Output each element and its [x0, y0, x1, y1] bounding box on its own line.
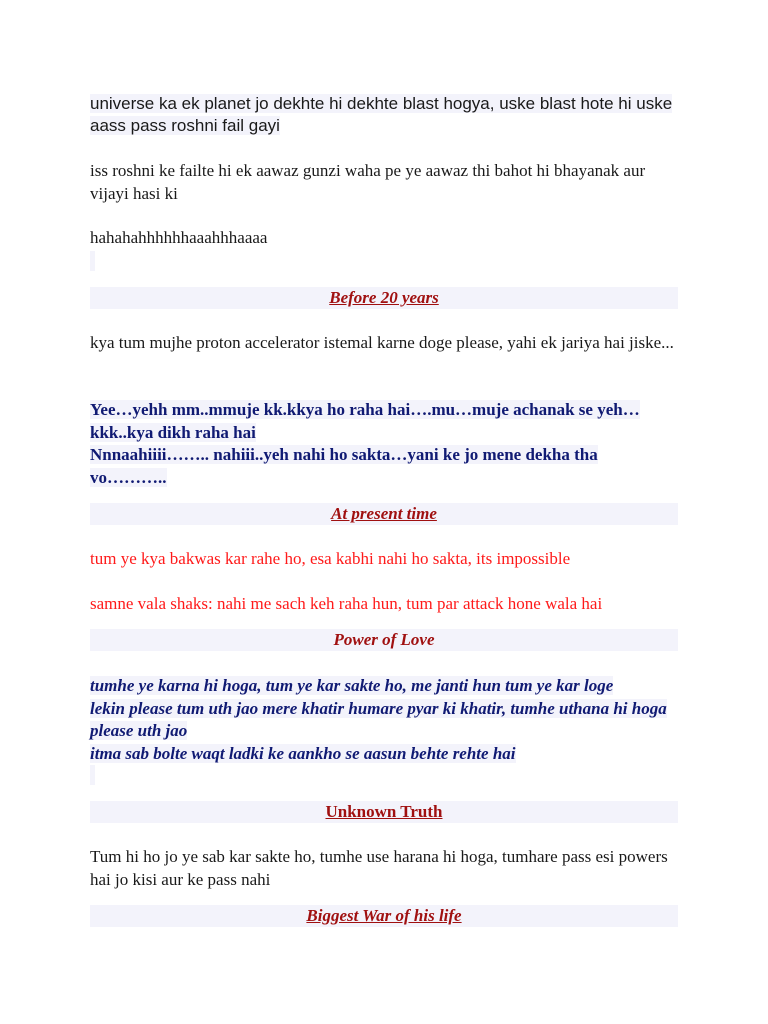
paragraph-love-plea: tumhe ye karna hi hoga, tum ye kar sakte ho, me janti hun tum ye kar loge lekin please tum uth jao mere khatir humare pyar ki khatir, tumhe uthana hi hoga please uth jao itma sab bolte waqt ladki ke aankho se aasun behte rehte hai: [90, 676, 667, 763]
paragraph-powers: Tum hi ho jo ye sab kar sakte ho, tumhe use harana hi hoga, tumhare pass esi powers hai jo kisi aur ke pass nahi: [90, 847, 668, 889]
heading-before-20-years: Before 20 years: [90, 287, 678, 309]
heading-biggest-war: Biggest War of his life: [90, 905, 678, 927]
paragraph-impossible: tum ye kya bakwas kar rahe ho, esa kabhi nahi ho sakta, its impossible: [90, 549, 571, 568]
paragraph-laugh: hahahahhhhhhaaahhhaaaa: [90, 228, 268, 247]
heading-unknown-truth: Unknown Truth: [90, 801, 678, 823]
heading-at-present-time: At present time: [90, 503, 678, 525]
paragraph-proton-accelerator: kya tum mujhe proton accelerator istemal karne doge please, yahi ek jariya hai jiske...: [90, 333, 674, 352]
paragraph-attack-warning: samne vala shaks: nahi me sach keh raha hun, tum par attack hone wala hai: [90, 594, 603, 613]
paragraph-universe-blast: universe ka ek planet jo dekhte hi dekhte blast hogya, uske blast hote hi uske aass pass roshni fail gayi: [90, 94, 673, 135]
paragraph-roshni: iss roshni ke failte hi ek aawaz gunzi waha pe ye aawaz thi bahot hi bhayanak aur vijayi hasi ki: [90, 161, 646, 203]
highlight-stub: [90, 765, 95, 785]
highlight-stub: [90, 251, 95, 271]
heading-power-of-love: Power of Love: [90, 629, 678, 651]
paragraph-shock: Yee…yehh mm..mmuje kk.kkya ho raha hai….mu…muje achanak se yeh…kkk..kya dikh raha hai Nnnaahiiii…….. nahiii..yeh nahi ho sakta…yani ke jo mene dekha tha vo………..: [90, 400, 640, 487]
